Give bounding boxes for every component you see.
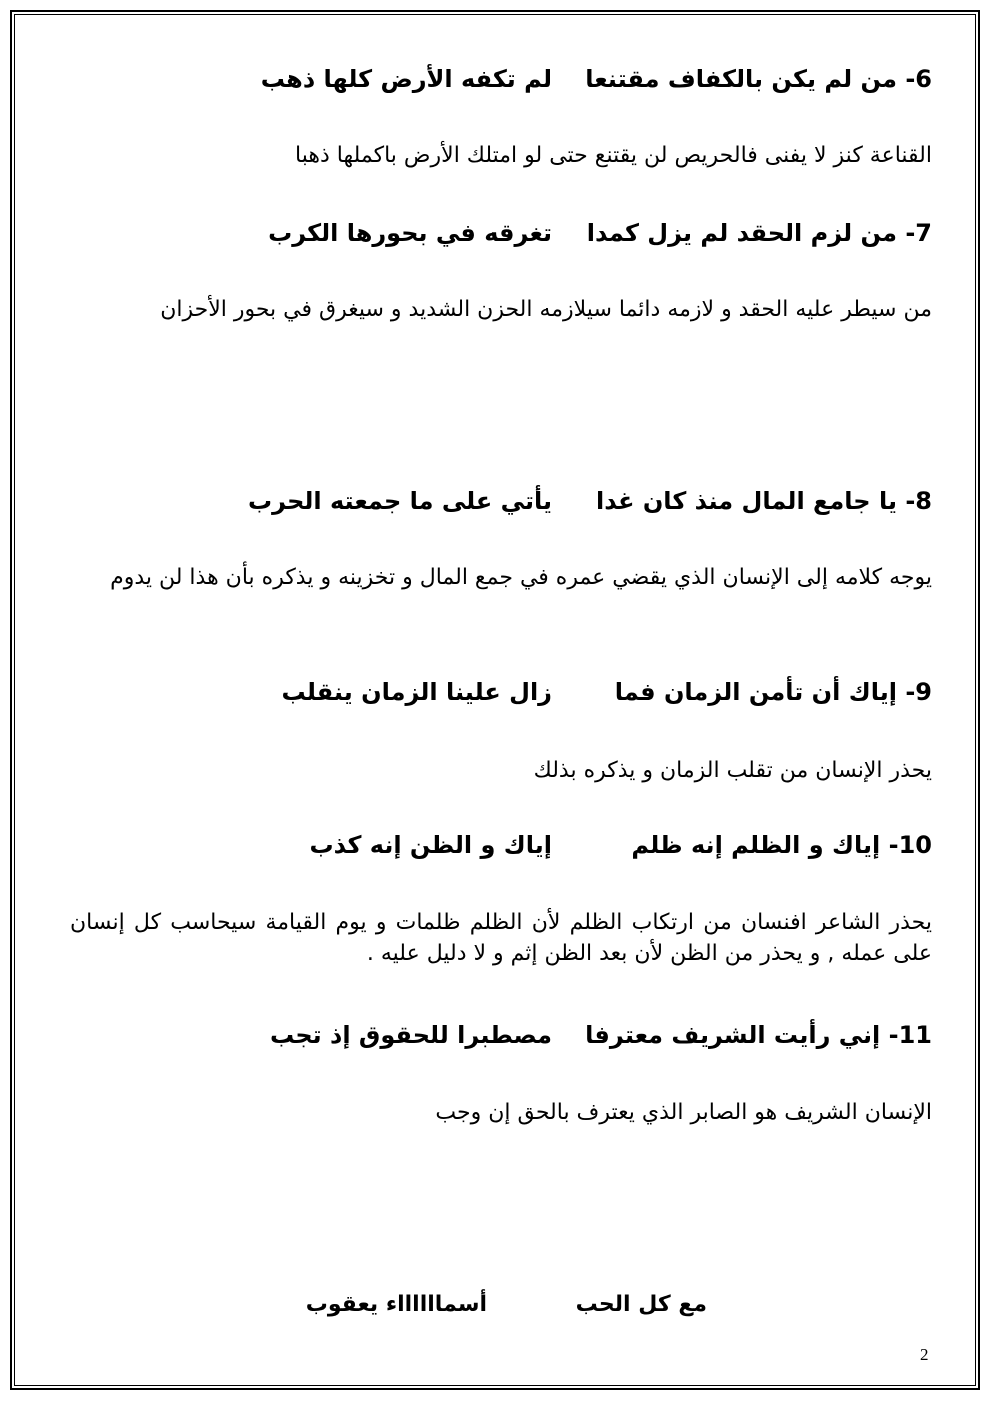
explanation-9: يحذر الإنسان من تقلب الزمان و يذكره بذلك	[533, 758, 932, 783]
verse-second-hemistich: مصطبرا للحقوق إذ تجب	[269, 1021, 552, 1049]
verse-11	[270, 1020, 932, 1050]
verse-first-hemistich: 10- إياك و الظلم إنه ظلم	[631, 831, 932, 859]
verse-6	[261, 64, 932, 94]
verse-second-hemistich: لم تكفه الأرض كلها ذهب	[260, 65, 552, 93]
verse-second-hemistich: يأتي على ما جمعته الحرب	[248, 487, 552, 515]
explanation-6: القناعة كنز لا يفنى فالحريص لن يقتنع حتى لو امتلك الأرض باكملها ذهبا	[295, 143, 932, 168]
explanation-10: يحذر الشاعر افنسان من ارتكاب الظلم لأن الظلم ظلمات و يوم القيامة سيحاسب كل إنسان على عمله , و يحذر من الظن لأن بعد الظن إثم و لا دليل عليه .	[70, 910, 932, 966]
verse-first-hemistich: 6- من لم يكن بالكفاف مقتنعا	[585, 65, 932, 93]
verse-second-hemistich: إياك و الظن إنه كذب	[309, 831, 552, 859]
verse-10	[309, 830, 932, 860]
verse-second-hemistich: زال علينا الزمان ينقلب	[281, 678, 552, 706]
explanation-11: الإنسان الشريف هو الصابر الذي يعترف بالحق إن وجب	[435, 1100, 932, 1125]
page-number: 2	[920, 1345, 929, 1364]
explanation-8: يوجه كلامه إلى الإنسان الذي يقضي عمره في جمع المال و تخزينه و يذكره بأن هذا لن يدوم	[110, 565, 932, 590]
signature-name: أسمااااااء يعقوب	[305, 1292, 487, 1317]
signature-greeting: مع كل الحب	[575, 1292, 707, 1317]
verse-8	[248, 486, 932, 516]
explanation-7: من سيطر عليه الحقد و لازمه دائما سيلازمه الحزن الشديد و سيغرق في بحور الأحزان	[160, 297, 932, 322]
verse-first-hemistich: 9- إياك أن تأمن الزمان فما	[614, 678, 932, 706]
document-body	[70, 0, 932, 1403]
verse-first-hemistich: 7- من لزم الحقد لم يزل كمدا	[586, 219, 932, 247]
signature	[306, 1292, 707, 1317]
verse-first-hemistich: 8- يا جامع المال منذ كان غدا	[595, 487, 932, 515]
verse-7	[268, 218, 932, 248]
verse-first-hemistich: 11- إني رأيت الشريف معترفا	[585, 1021, 932, 1049]
verse-9	[281, 677, 932, 707]
verse-second-hemistich: تغرقه في بحورها الكرب	[268, 219, 552, 247]
